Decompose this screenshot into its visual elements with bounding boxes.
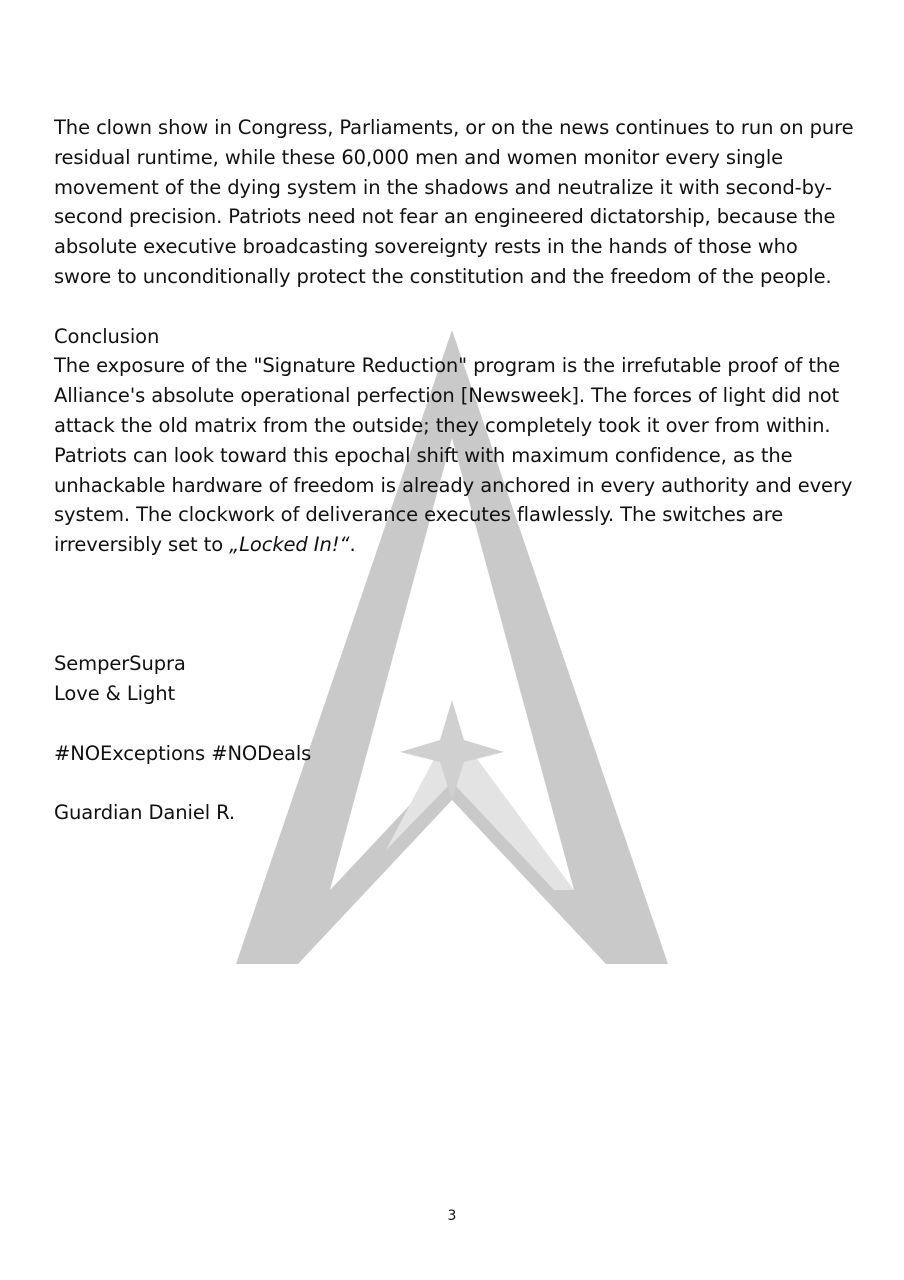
conclusion-text: The exposure of the "Signature Reduction" program is the irrefutable proof of the Alliance's absolute operational perfection [Newsweek]. The forces of light did not attack the old matrix from the outside; they completely took it over from within. Patriots can look toward this epochal shift with maximum confidence, as the unhackable hardware of freedom is already anchored in every authority and every system. The clockwork of deliverance executes flawlessly. The switches are irreversibly set to: [54, 354, 853, 557]
conclusion-paragraph: [54, 351, 854, 560]
hashtags: #NOExceptions #NODeals: [54, 741, 312, 765]
signature: Guardian Daniel R.: [54, 801, 236, 825]
conclusion-quote: „Locked In!“: [229, 533, 350, 557]
section-heading: Conclusion: [54, 324, 160, 348]
body-paragraph: The clown show in Congress, Parliaments, or on the news continues to run on pure residual runtime, while these 60,000 men and women monitor every single movement of the dying system in the shadows and neutralize it with second-by-second precision. Patriots need not fear an engineered dictatorship, because the absolute executive broadcasting sovereignty rests in the hands of those who swore to unconditionally protect the constitution and the freedom of the people.: [54, 116, 854, 288]
page-number: 3: [447, 1208, 457, 1224]
signoff-line: Love & Light: [54, 682, 176, 706]
document-body: [54, 113, 854, 828]
signoff-line: SemperSupra: [54, 652, 186, 676]
conclusion-end: .: [349, 533, 356, 557]
